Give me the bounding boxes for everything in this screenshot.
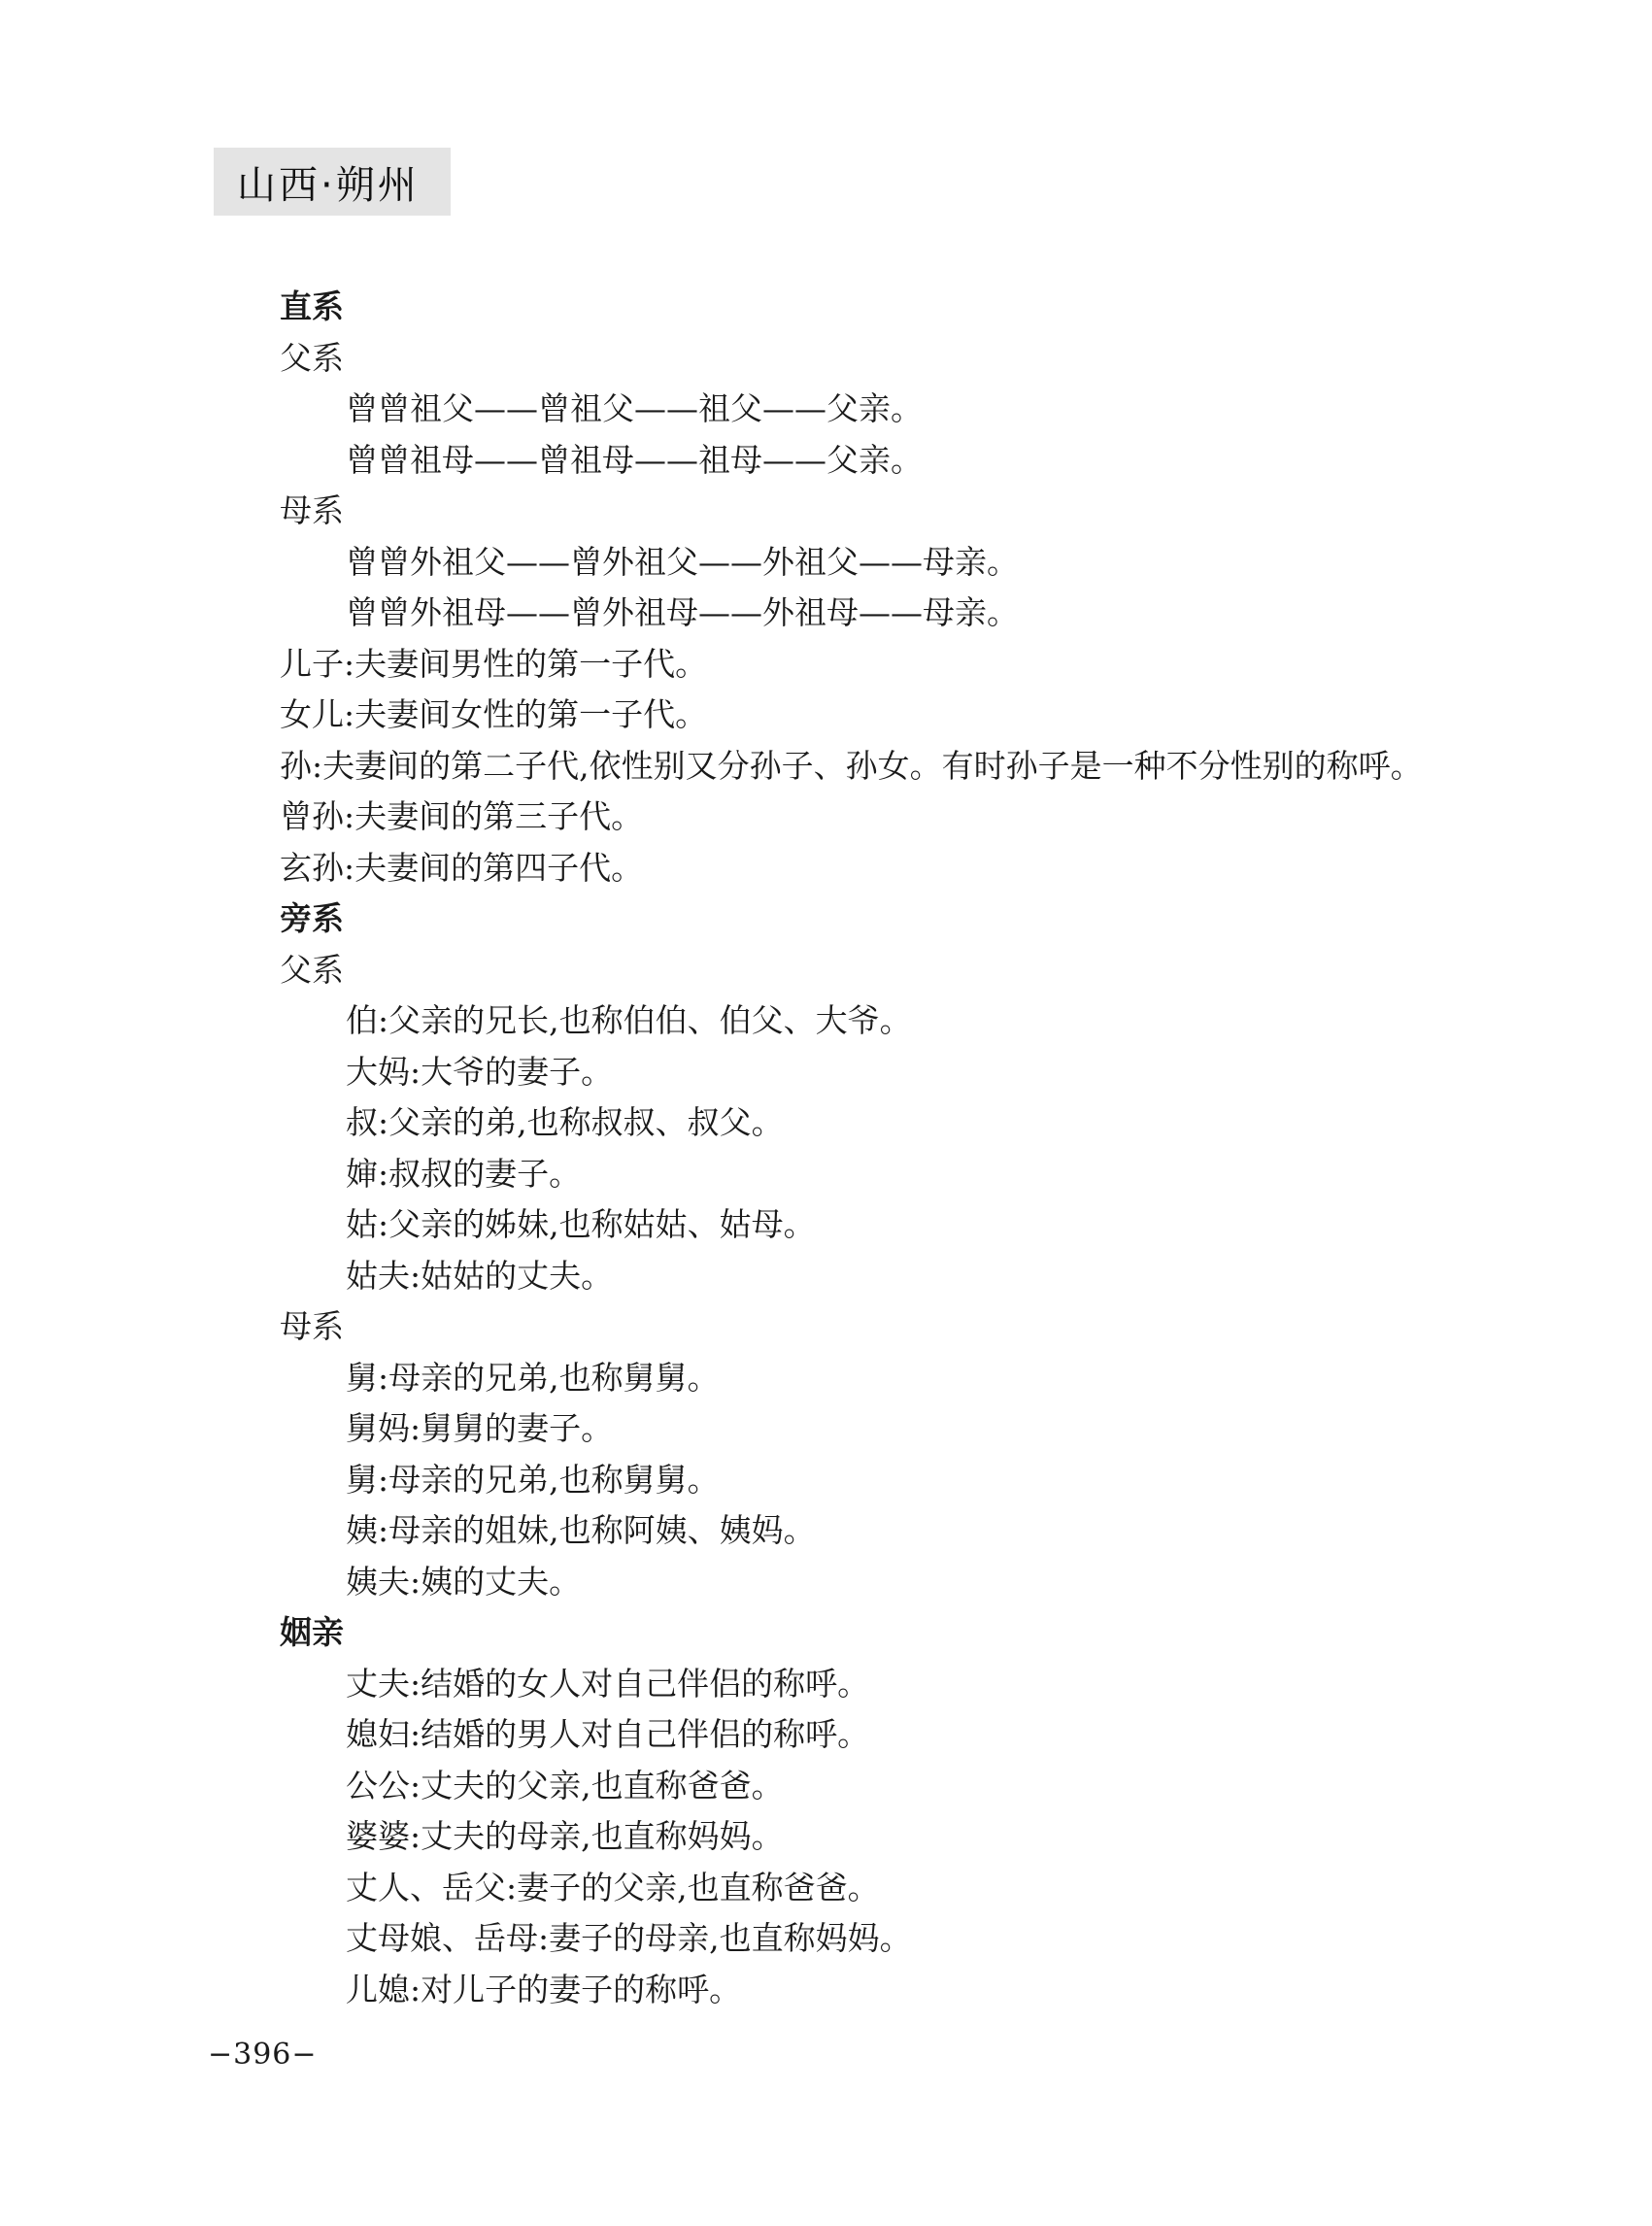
text-line: 婆婆:丈夫的母亲,也直称妈妈。 bbox=[346, 1817, 784, 1855]
text-line: 玄孙:夫妻间的第四子代。 bbox=[280, 848, 644, 887]
text-line: 儿子:夫妻间男性的第一子代。 bbox=[280, 644, 708, 683]
section-heading-in-laws: 姻亲 bbox=[280, 1613, 344, 1651]
text-line: 姑夫:姑姑的丈夫。 bbox=[346, 1256, 614, 1295]
subheading-direct-maternal: 母系 bbox=[280, 491, 344, 529]
section-heading-collateral: 旁系 bbox=[280, 899, 344, 937]
text-line: 丈夫:结婚的女人对自己伴侣的称呼。 bbox=[346, 1664, 870, 1703]
text-line: 姑:父亲的姊妹,也称姑姑、姑母。 bbox=[346, 1205, 816, 1243]
subheading-direct-paternal: 父系 bbox=[280, 338, 344, 377]
text-line: 伯:父亲的兄长,也称伯伯、伯父、大爷。 bbox=[346, 1001, 912, 1039]
text-line: 姨夫:姨的丈夫。 bbox=[346, 1562, 582, 1601]
text-line: 姨:母亲的姐妹,也称阿姨、姨妈。 bbox=[346, 1511, 816, 1549]
text-line: 孙:夫妻间的第二子代,依性别又分孙子、孙女。有时孙子是一种不分性别的称呼。 bbox=[280, 746, 1423, 785]
text-line: 舅妈:舅舅的妻子。 bbox=[346, 1409, 614, 1447]
text-line: 媳妇:结婚的男人对自己伴侣的称呼。 bbox=[346, 1715, 870, 1753]
text-line: 舅:母亲的兄弟,也称舅舅。 bbox=[346, 1460, 720, 1499]
text-line: 曾曾祖父——曾祖父——祖父——父亲。 bbox=[346, 389, 923, 427]
text-line: 曾曾祖母——曾祖母——祖母——父亲。 bbox=[346, 440, 923, 479]
page-body bbox=[280, 282, 1601, 2015]
subheading-collateral-paternal: 父系 bbox=[280, 950, 344, 989]
subheading-collateral-maternal: 母系 bbox=[280, 1307, 344, 1345]
text-line: 曾曾外祖父——曾外祖父——外祖父——母亲。 bbox=[346, 542, 1019, 581]
text-line: 儿媳:对儿子的妻子的称呼。 bbox=[346, 1970, 742, 2008]
text-line: 丈人、岳父:妻子的父亲,也直称爸爸。 bbox=[346, 1868, 880, 1906]
text-line: 丈母娘、岳母:妻子的母亲,也直称妈妈。 bbox=[346, 1919, 912, 1957]
header-location-tag: 山西·朔州 bbox=[214, 148, 451, 216]
text-line: 女儿:夫妻间女性的第一子代。 bbox=[280, 695, 708, 733]
text-line: 公公:丈夫的父亲,也直称爸爸。 bbox=[346, 1766, 784, 1804]
section-heading-direct: 直系 bbox=[280, 287, 344, 325]
text-line: 舅:母亲的兄弟,也称舅舅。 bbox=[346, 1358, 720, 1397]
text-line: 叔:父亲的弟,也称叔叔、叔父。 bbox=[346, 1103, 784, 1141]
page-number: −396− bbox=[208, 2038, 318, 2072]
text-line: 婶:叔叔的妻子。 bbox=[346, 1154, 582, 1193]
text-line: 曾曾外祖母——曾外祖母——外祖母——母亲。 bbox=[346, 593, 1019, 631]
text-line: 大妈:大爷的妻子。 bbox=[346, 1052, 614, 1091]
text-line: 曾孙:夫妻间的第三子代。 bbox=[280, 797, 644, 835]
